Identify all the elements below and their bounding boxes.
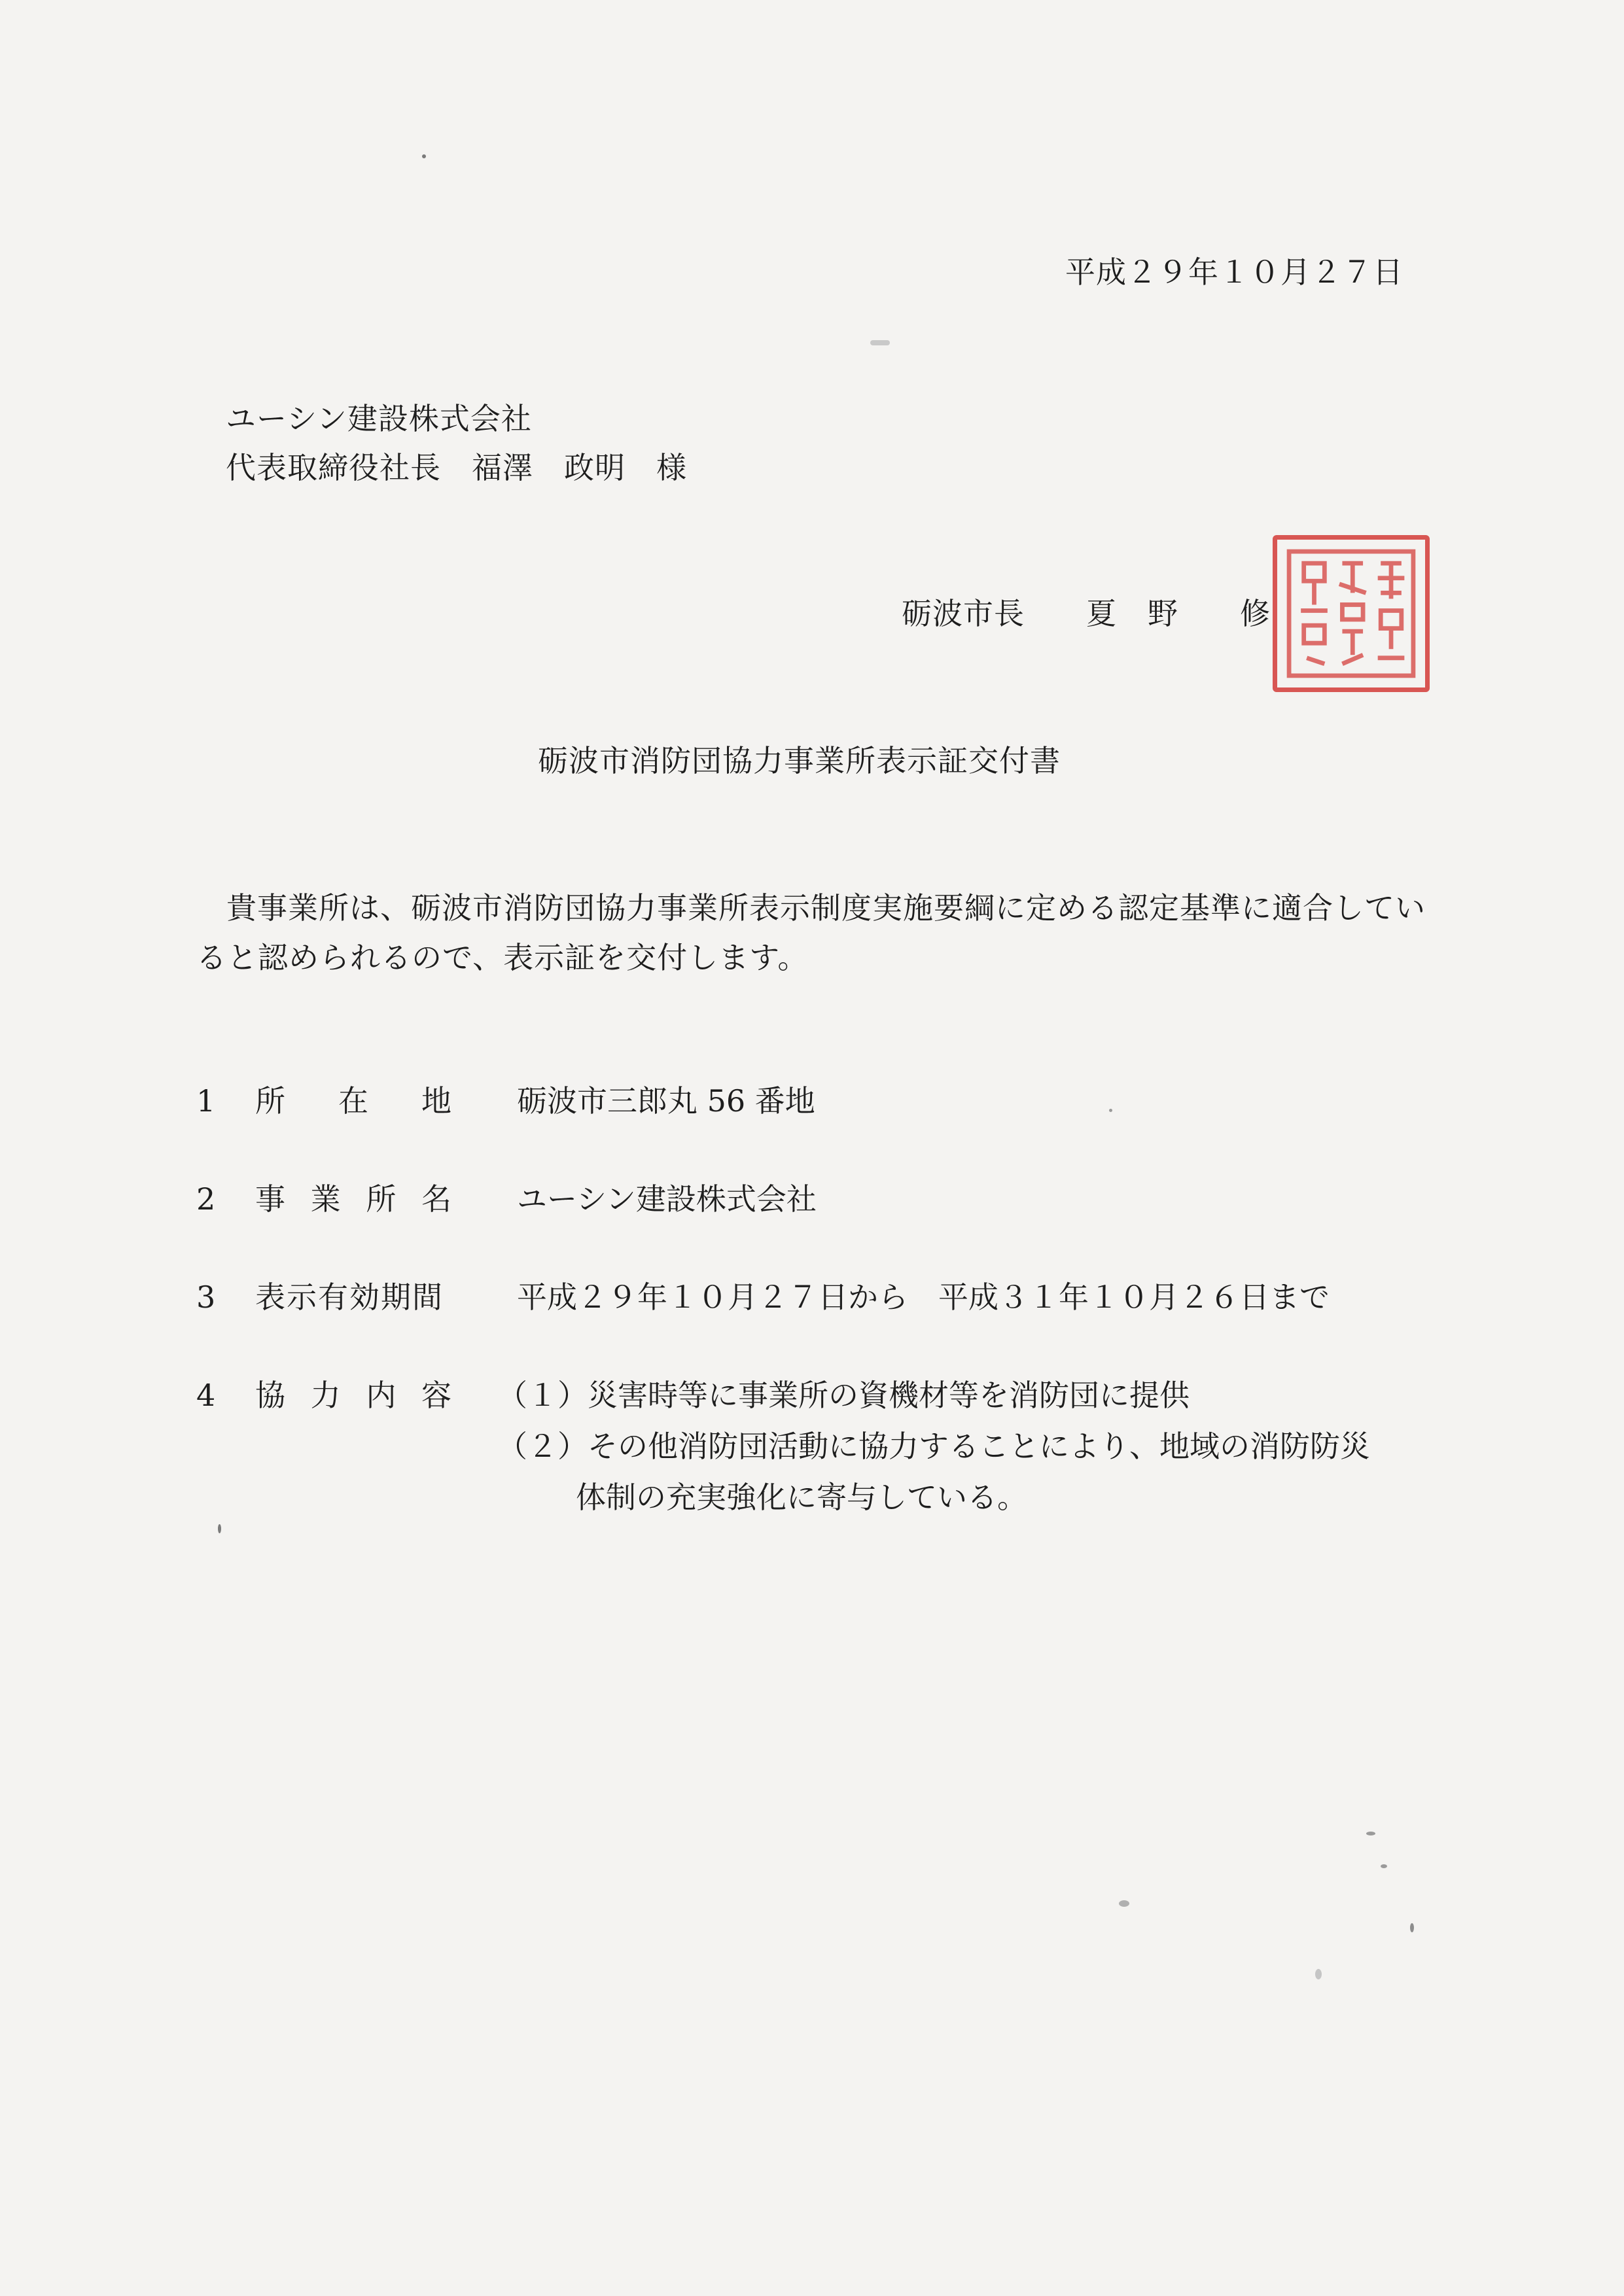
scan-speck <box>1315 1969 1322 1979</box>
official-seal-stamp <box>1273 535 1430 692</box>
item-3-label-text: 表示有効期間 <box>255 1279 444 1315</box>
item-3-number: 3 <box>196 1279 216 1315</box>
document-title: 砺波市消防団協力事業所表示証交付書 <box>538 743 1061 778</box>
scan-speck <box>1366 1832 1375 1835</box>
item-2-value: ユーシン建設株式会社 <box>517 1181 817 1217</box>
item-2-label-char: 所 <box>366 1181 397 1217</box>
item-4-label-char: 容 <box>421 1378 451 1413</box>
body-paragraph <box>196 883 1426 983</box>
recipient-representative: 代表取締役社長 福澤 政明 様 <box>226 450 687 485</box>
item-4-value-line-3: 体制の充実強化に寄与している。 <box>576 1480 1027 1515</box>
item-1-label-char: 地 <box>421 1083 451 1119</box>
item-4-number: 4 <box>196 1378 216 1413</box>
issue-date: 平成２９年１０月２７日 <box>1065 254 1403 290</box>
item-1-label-char: 所 <box>255 1083 285 1119</box>
item-4-label-char: 力 <box>310 1378 341 1413</box>
scan-speck <box>422 154 426 158</box>
item-2-label-char: 業 <box>310 1181 341 1217</box>
scan-smudge <box>870 340 890 345</box>
item-3-value: 平成２９年１０月２７日から 平成３１年１０月２６日まで <box>517 1279 1330 1315</box>
item-1-label-char: 在 <box>338 1083 368 1119</box>
item-1-label <box>255 1083 451 1119</box>
item-1-value: 砺波市三郎丸 56 番地 <box>517 1083 815 1119</box>
scan-speck <box>218 1524 221 1533</box>
item-2-number: 2 <box>196 1181 216 1217</box>
scan-speck <box>1109 1109 1112 1112</box>
scan-speck <box>1381 1864 1387 1868</box>
recipient-company: ユーシン建設株式会社 <box>226 401 532 436</box>
scan-speck <box>1410 1923 1414 1932</box>
item-4-label-char: 協 <box>255 1378 285 1413</box>
item-3-label <box>255 1279 451 1315</box>
item-4-value-line-1: （１）災害時等に事業所の資機材等を消防団に提供 <box>497 1378 1190 1413</box>
seal-icon <box>1277 540 1425 687</box>
sender-mayor: 砺波市長 夏 野 修 <box>902 596 1271 631</box>
item-4-label <box>255 1377 451 1414</box>
item-1-number: 1 <box>196 1083 216 1119</box>
item-4-label-char: 内 <box>366 1378 397 1413</box>
item-4-value-line-2: （２）その他消防団活動に協力することにより、地域の消防防災 <box>497 1429 1370 1464</box>
item-2-label <box>255 1181 451 1217</box>
scan-speck <box>1119 1900 1129 1907</box>
body-paragraph-text: 貴事業所は、砺波市消防団協力事業所表示制度実施要綱に定める認定基準に適合していると認められるので、表示証を交付します。 <box>196 890 1426 975</box>
item-2-label-char: 事 <box>255 1181 285 1217</box>
item-2-label-char: 名 <box>421 1181 451 1217</box>
